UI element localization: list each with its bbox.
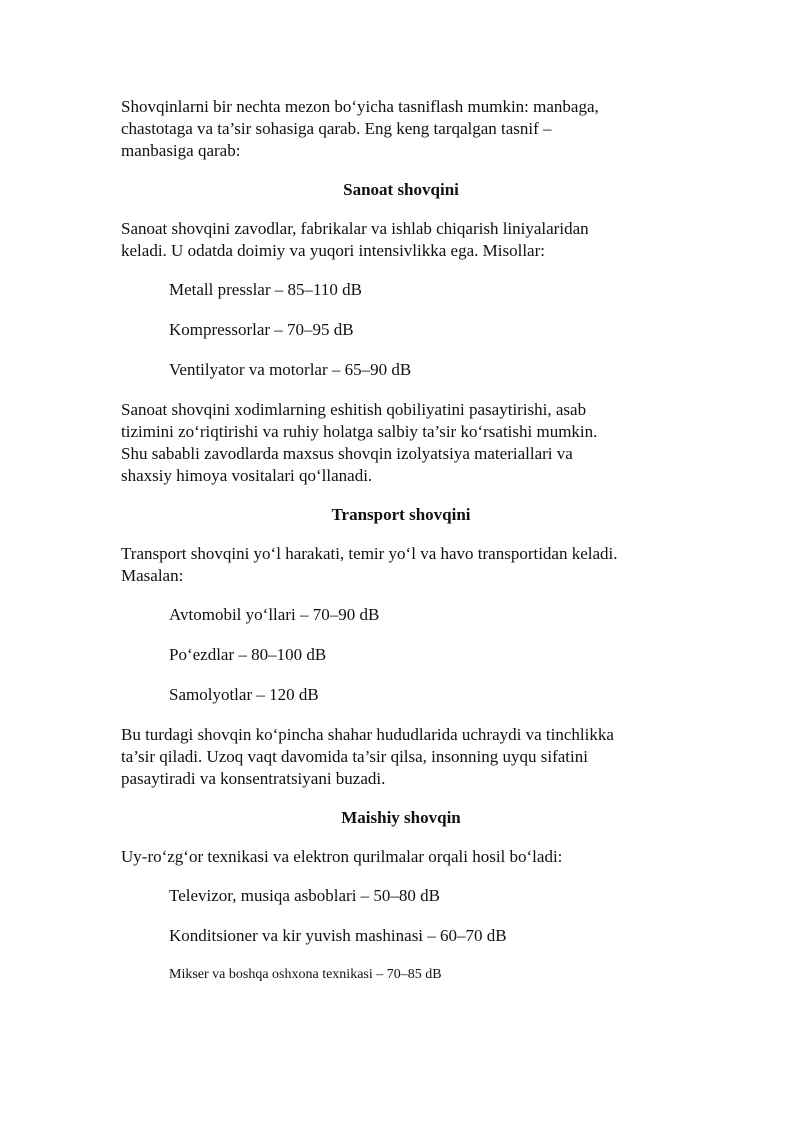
- intro-paragraph: Shovqinlarni bir nechta mezon bo‘yicha tasniflash mumkin: manbaga, chastotaga va ta’sir sohasiga qarab. Eng keng tarqalgan tasnif – manbasiga qarab:: [121, 97, 599, 160]
- transport-paragraph-2: Bu turdagi shovqin ko‘pincha shahar hududlarida uchraydi va tinchlikka ta’sir qiladi. Uzoq vaqt davomida ta’sir qilsa, insonning uyqu sifatini pasaytiradi va konsentratsiyani buzadi.: [121, 725, 614, 788]
- list-item-small: Mikser va boshqa oshxona texnikasi – 70–85 dB: [169, 967, 442, 982]
- list-item: Samolyotlar – 120 dB: [169, 685, 319, 704]
- transport-paragraph-1: Transport shovqini yo‘l harakati, temir yo‘l va havo transportidan keladi. Masalan:: [121, 544, 618, 585]
- list-item: Ventilyator va motorlar – 65–90 dB: [169, 360, 412, 379]
- list-item: Metall presslar – 85–110 dB: [169, 280, 362, 299]
- industrial-paragraph-1: Sanoat shovqini zavodlar, fabrikalar va ishlab chiqarish liniyalaridan keladi. U odatda doimiy va yuqori intensivlikka ega. Misollar:: [121, 219, 589, 260]
- heading-industrial-noise: Sanoat shovqini: [343, 180, 459, 199]
- list-item: Avtomobil yo‘llari – 70–90 dB: [169, 605, 380, 624]
- list-item: Po‘ezdlar – 80–100 dB: [169, 645, 327, 664]
- household-paragraph-1: Uy-ro‘zg‘or texnikasi va elektron qurilmalar orqali hosil bo‘ladi:: [121, 847, 563, 866]
- list-item: Kompressorlar – 70–95 dB: [169, 320, 354, 339]
- heading-transport-noise: Transport shovqini: [331, 505, 471, 524]
- list-item: Televizor, musiqa asboblari – 50–80 dB: [169, 886, 441, 905]
- list-item: Konditsioner va kir yuvish mashinasi – 60–70 dB: [169, 926, 507, 945]
- industrial-paragraph-2: Sanoat shovqini xodimlarning eshitish qobiliyatini pasaytirishi, asab tizimini zo‘riqtirishi va ruhiy holatga salbiy ta’sir ko‘rsatishi mumkin. Shu sababli zavodlarda maxsus shovqin izolyatsiya materiallari va shaxsiy himoya vositalari qo‘llanadi.: [121, 400, 598, 485]
- document-body: [121, 96, 681, 985]
- heading-household-noise: Maishiy shovqin: [341, 808, 461, 827]
